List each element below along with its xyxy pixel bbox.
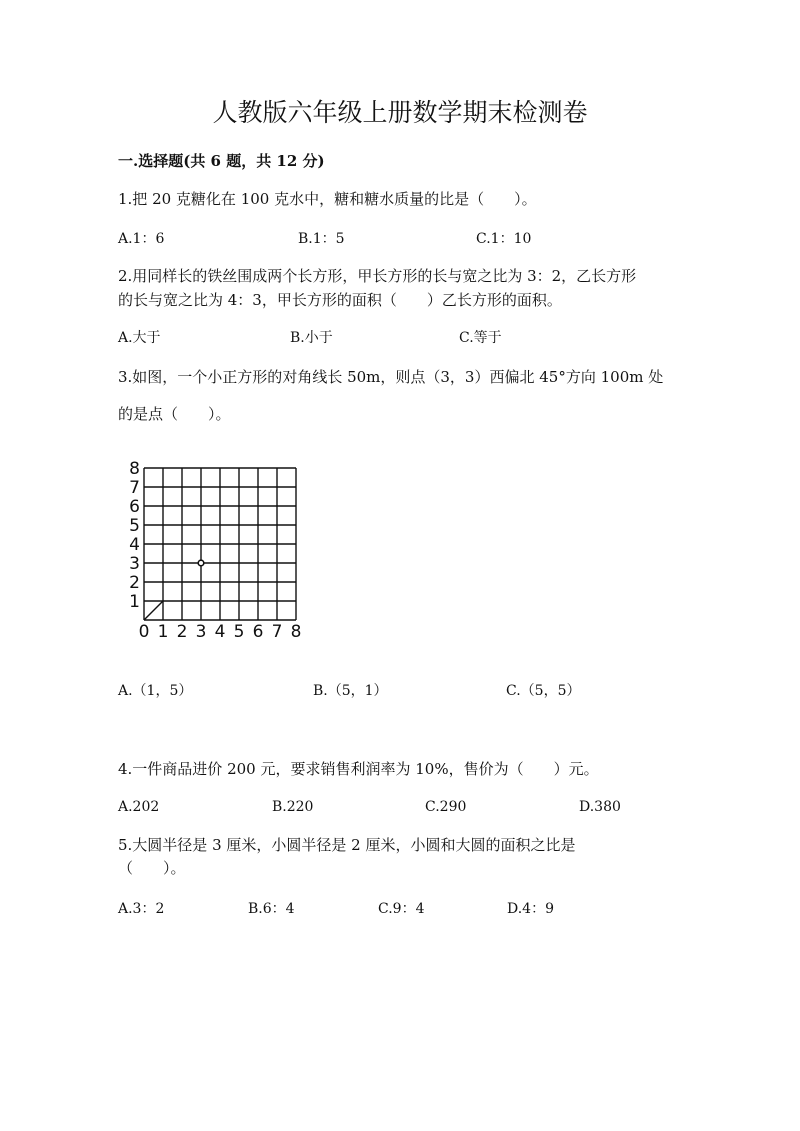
y-axis-label: 2 [129, 573, 140, 593]
y-axis-label: 3 [129, 554, 140, 574]
q5-option-d[interactable]: D.4：9 [507, 901, 554, 917]
x-axis-label: 1 [157, 622, 169, 642]
y-axis-label: 1 [129, 592, 140, 612]
q4-option-c[interactable]: C.290 [425, 799, 467, 815]
y-axis-label: 7 [129, 478, 140, 498]
y-axis-label: 6 [129, 497, 140, 517]
page-title: 人教版六年级上册数学期末检测卷 [212, 98, 588, 127]
q4-option-d[interactable]: D.380 [579, 799, 621, 815]
question-5-text-line-2: （ ）。 [118, 859, 186, 877]
x-axis-label: 0 [138, 622, 150, 642]
x-axis-label: 6 [252, 622, 264, 642]
x-axis-label: 3 [195, 622, 207, 642]
q3-option-a[interactable]: A.（1，5） [118, 683, 193, 699]
coordinate-grid-figure [128, 458, 308, 644]
y-axis-label: 5 [129, 516, 140, 536]
q1-option-c[interactable]: C.1：10 [476, 231, 532, 247]
question-5-text-line-1: 5.大圆半径是 3 厘米，小圆半径是 2 厘米，小圆和大圆的面积之比是 [118, 836, 576, 854]
x-axis-label: 7 [271, 622, 283, 642]
question-2-text-line-1: 2.用同样长的铁丝围成两个长方形，甲长方形的长与宽之比为 3：2，乙长方形 [118, 267, 637, 285]
question-3-text-line-1: 3.如图，一个小正方形的对角线长 50m，则点（3，3）西偏北 45°方向 100m 处 [118, 368, 664, 386]
q2-option-a[interactable]: A.大于 [118, 330, 161, 346]
question-2-text-line-2: 的长与宽之比为 4：3，甲长方形的面积（ ）乙长方形的面积。 [118, 291, 562, 309]
x-axis-label: 2 [176, 622, 188, 642]
q1-option-a[interactable]: A.1：6 [118, 231, 165, 247]
section-heading: 一.选择题(共 6 题，共 12 分) [118, 152, 325, 170]
q1-option-b[interactable]: B.1：5 [298, 231, 345, 247]
question-1-text: 1.把 20 克糖化在 100 克水中，糖和糖水质量的比是（ ）。 [118, 190, 537, 208]
q5-option-c[interactable]: C.9：4 [378, 901, 425, 917]
q4-option-b[interactable]: B.220 [272, 799, 314, 815]
diagonal-line [144, 601, 163, 620]
q3-option-c[interactable]: C.（5，5） [506, 683, 581, 699]
q2-option-b[interactable]: B.小于 [290, 330, 333, 346]
q5-option-b[interactable]: B.6：4 [248, 901, 295, 917]
question-4-text: 4.一件商品进价 200 元，要求销售利润率为 10%，售价为（ ）元。 [118, 760, 599, 778]
y-axis-label: 4 [129, 535, 140, 555]
question-3-text-line-2: 的是点（ ）。 [118, 405, 231, 423]
y-axis-label: 8 [129, 459, 140, 479]
q4-option-a[interactable]: A.202 [118, 799, 160, 815]
marked-point [198, 560, 204, 566]
q5-option-a[interactable]: A.3：2 [118, 901, 165, 917]
q3-option-b[interactable]: B.（5，1） [313, 683, 388, 699]
x-axis-label: 8 [290, 622, 302, 642]
x-axis-label: 5 [233, 622, 245, 642]
q2-option-c[interactable]: C.等于 [459, 330, 502, 346]
x-axis-label: 4 [214, 622, 226, 642]
